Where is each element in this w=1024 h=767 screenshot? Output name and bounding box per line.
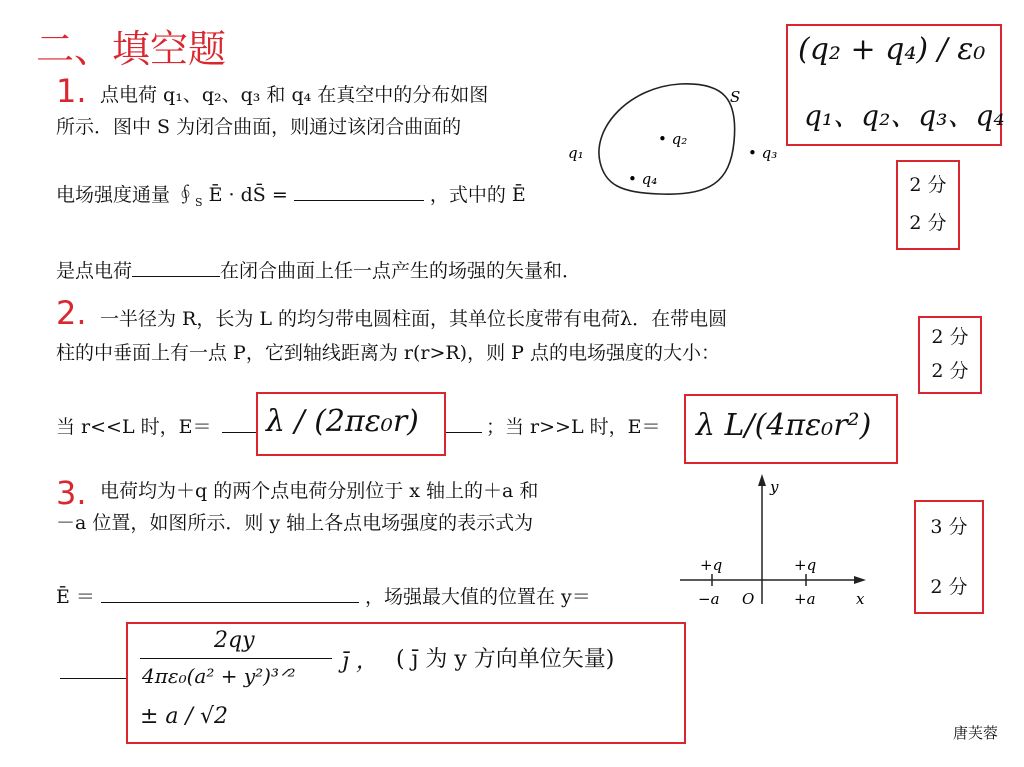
charge-q4-label: • q₄ <box>628 170 658 188</box>
q1-answer2: q₁、q₂、q₃、q₄ <box>804 99 1005 132</box>
q3-score2: 2 分 <box>930 576 968 598</box>
origin-label: O <box>742 590 755 608</box>
q1-line3-tail: ，式中的 Ē <box>429 184 526 206</box>
q1-score1: 2 分 <box>909 174 947 196</box>
q3-answer-unit-vector: j̄ ， <box>342 649 378 674</box>
q1-blank1 <box>294 182 424 201</box>
q1-line3 <box>56 180 526 218</box>
q2-score-box <box>918 316 982 394</box>
q3-answer2: ± a / √2 <box>140 704 228 729</box>
charge-q2-label: • q₂ <box>658 130 688 148</box>
q1-line4 <box>56 256 581 286</box>
q3-line3-tail: ，场强最大值的位置在 y＝ <box>365 586 591 608</box>
q3-line1: 电荷均为＋q 的两个点电荷分别位于 x 轴上的＋a 和 <box>100 480 539 502</box>
q3-blank1 <box>101 584 359 603</box>
q3-answer-numerator: 2qy <box>214 628 255 653</box>
x-axis-arrow <box>854 576 866 584</box>
q2-line2: 柱的中垂面上有一点 P，它到轴线距离为 r(r>R)，则 P 点的电场强度的大小： <box>56 342 720 364</box>
q1-line4-tail: 在闭合曲面上任一点产生的场强的矢量和． <box>220 260 582 282</box>
q3-line3-head: Ē ＝ <box>56 586 95 608</box>
q3-fraction-bar <box>140 658 332 659</box>
q2-score1: 2 分 <box>931 326 969 348</box>
q3-answer-denominator: 4πε₀(a² + y²)³ᐟ² <box>142 664 296 688</box>
q2-line3-mid: ；当 r>>L 时，E＝ <box>486 416 661 438</box>
q1-blank2 <box>132 258 220 277</box>
q3-line3 <box>56 582 591 612</box>
q2-line3-head: 当 r<<L 时，E＝ <box>56 416 212 438</box>
surface-label: S <box>730 88 741 106</box>
q3-answer-note: ( j̄ 为 y 方向单位矢量) <box>396 647 615 672</box>
q2-line1: 一半径为 R，长为 L 的均匀带电圆柱面，其单位长度带有电荷λ．在带电圆 <box>100 308 728 330</box>
q1-figure <box>560 72 785 207</box>
charge-q3-label: • q₃ <box>748 144 778 162</box>
q3-number: 3. <box>56 474 87 512</box>
q1-flux-text: 电场强度通量 ∮ <box>56 184 196 206</box>
q2-answer1-box <box>256 392 446 456</box>
y-axis-label: y <box>770 478 779 496</box>
charge-right-label: +q <box>794 556 817 574</box>
q1-line4-head: 是点电荷 <box>56 260 133 282</box>
q3-figure <box>676 472 876 612</box>
q3-blank2 <box>60 678 126 679</box>
q1-answer1: (q₂ + q₄) / ε₀ <box>798 32 986 67</box>
y-axis-arrow <box>758 474 766 486</box>
q2-answer2: λ L/(4πε₀r²) <box>696 408 872 443</box>
x-axis-label: x <box>856 590 865 608</box>
q1-answer-box <box>786 24 1005 146</box>
q1-surface-sub: S <box>195 195 203 209</box>
q3-line2: －a 位置，如图所示．则 y 轴上各点电场强度的表示式为 <box>56 512 534 534</box>
q1-number: 1. <box>56 72 87 110</box>
q2-number: 2. <box>56 294 87 332</box>
q2-answer1: λ / (2πε₀r) <box>266 404 419 439</box>
q1-score-box <box>896 160 960 250</box>
section-title: 二、填空题 <box>36 27 227 71</box>
q3-score1: 3 分 <box>930 516 968 538</box>
q1-line1: 点电荷 q₁、q₂、q₃ 和 q₄ 在真空中的分布如图 <box>100 84 489 106</box>
q1-flux-expr: Ē · dS̄ = <box>208 184 288 206</box>
q2-blank1-right <box>446 432 482 433</box>
q2-score2: 2 分 <box>931 360 969 382</box>
q2-answer2-box <box>684 394 898 464</box>
author-signature: 唐芙蓉 <box>952 724 998 742</box>
minus-a-label: −a <box>698 590 720 608</box>
q3-score-box <box>914 500 984 614</box>
q3-answer-box <box>126 622 686 744</box>
q2-blank1-left <box>222 432 256 433</box>
q1-score2: 2 分 <box>909 212 947 234</box>
q1-line2: 所示．图中 S 为闭合曲面，则通过该闭合曲面的 <box>56 116 462 138</box>
charge-left-label: +q <box>700 556 723 574</box>
charge-q1-label: q₁ <box>568 144 584 162</box>
plus-a-label: +a <box>794 590 816 608</box>
